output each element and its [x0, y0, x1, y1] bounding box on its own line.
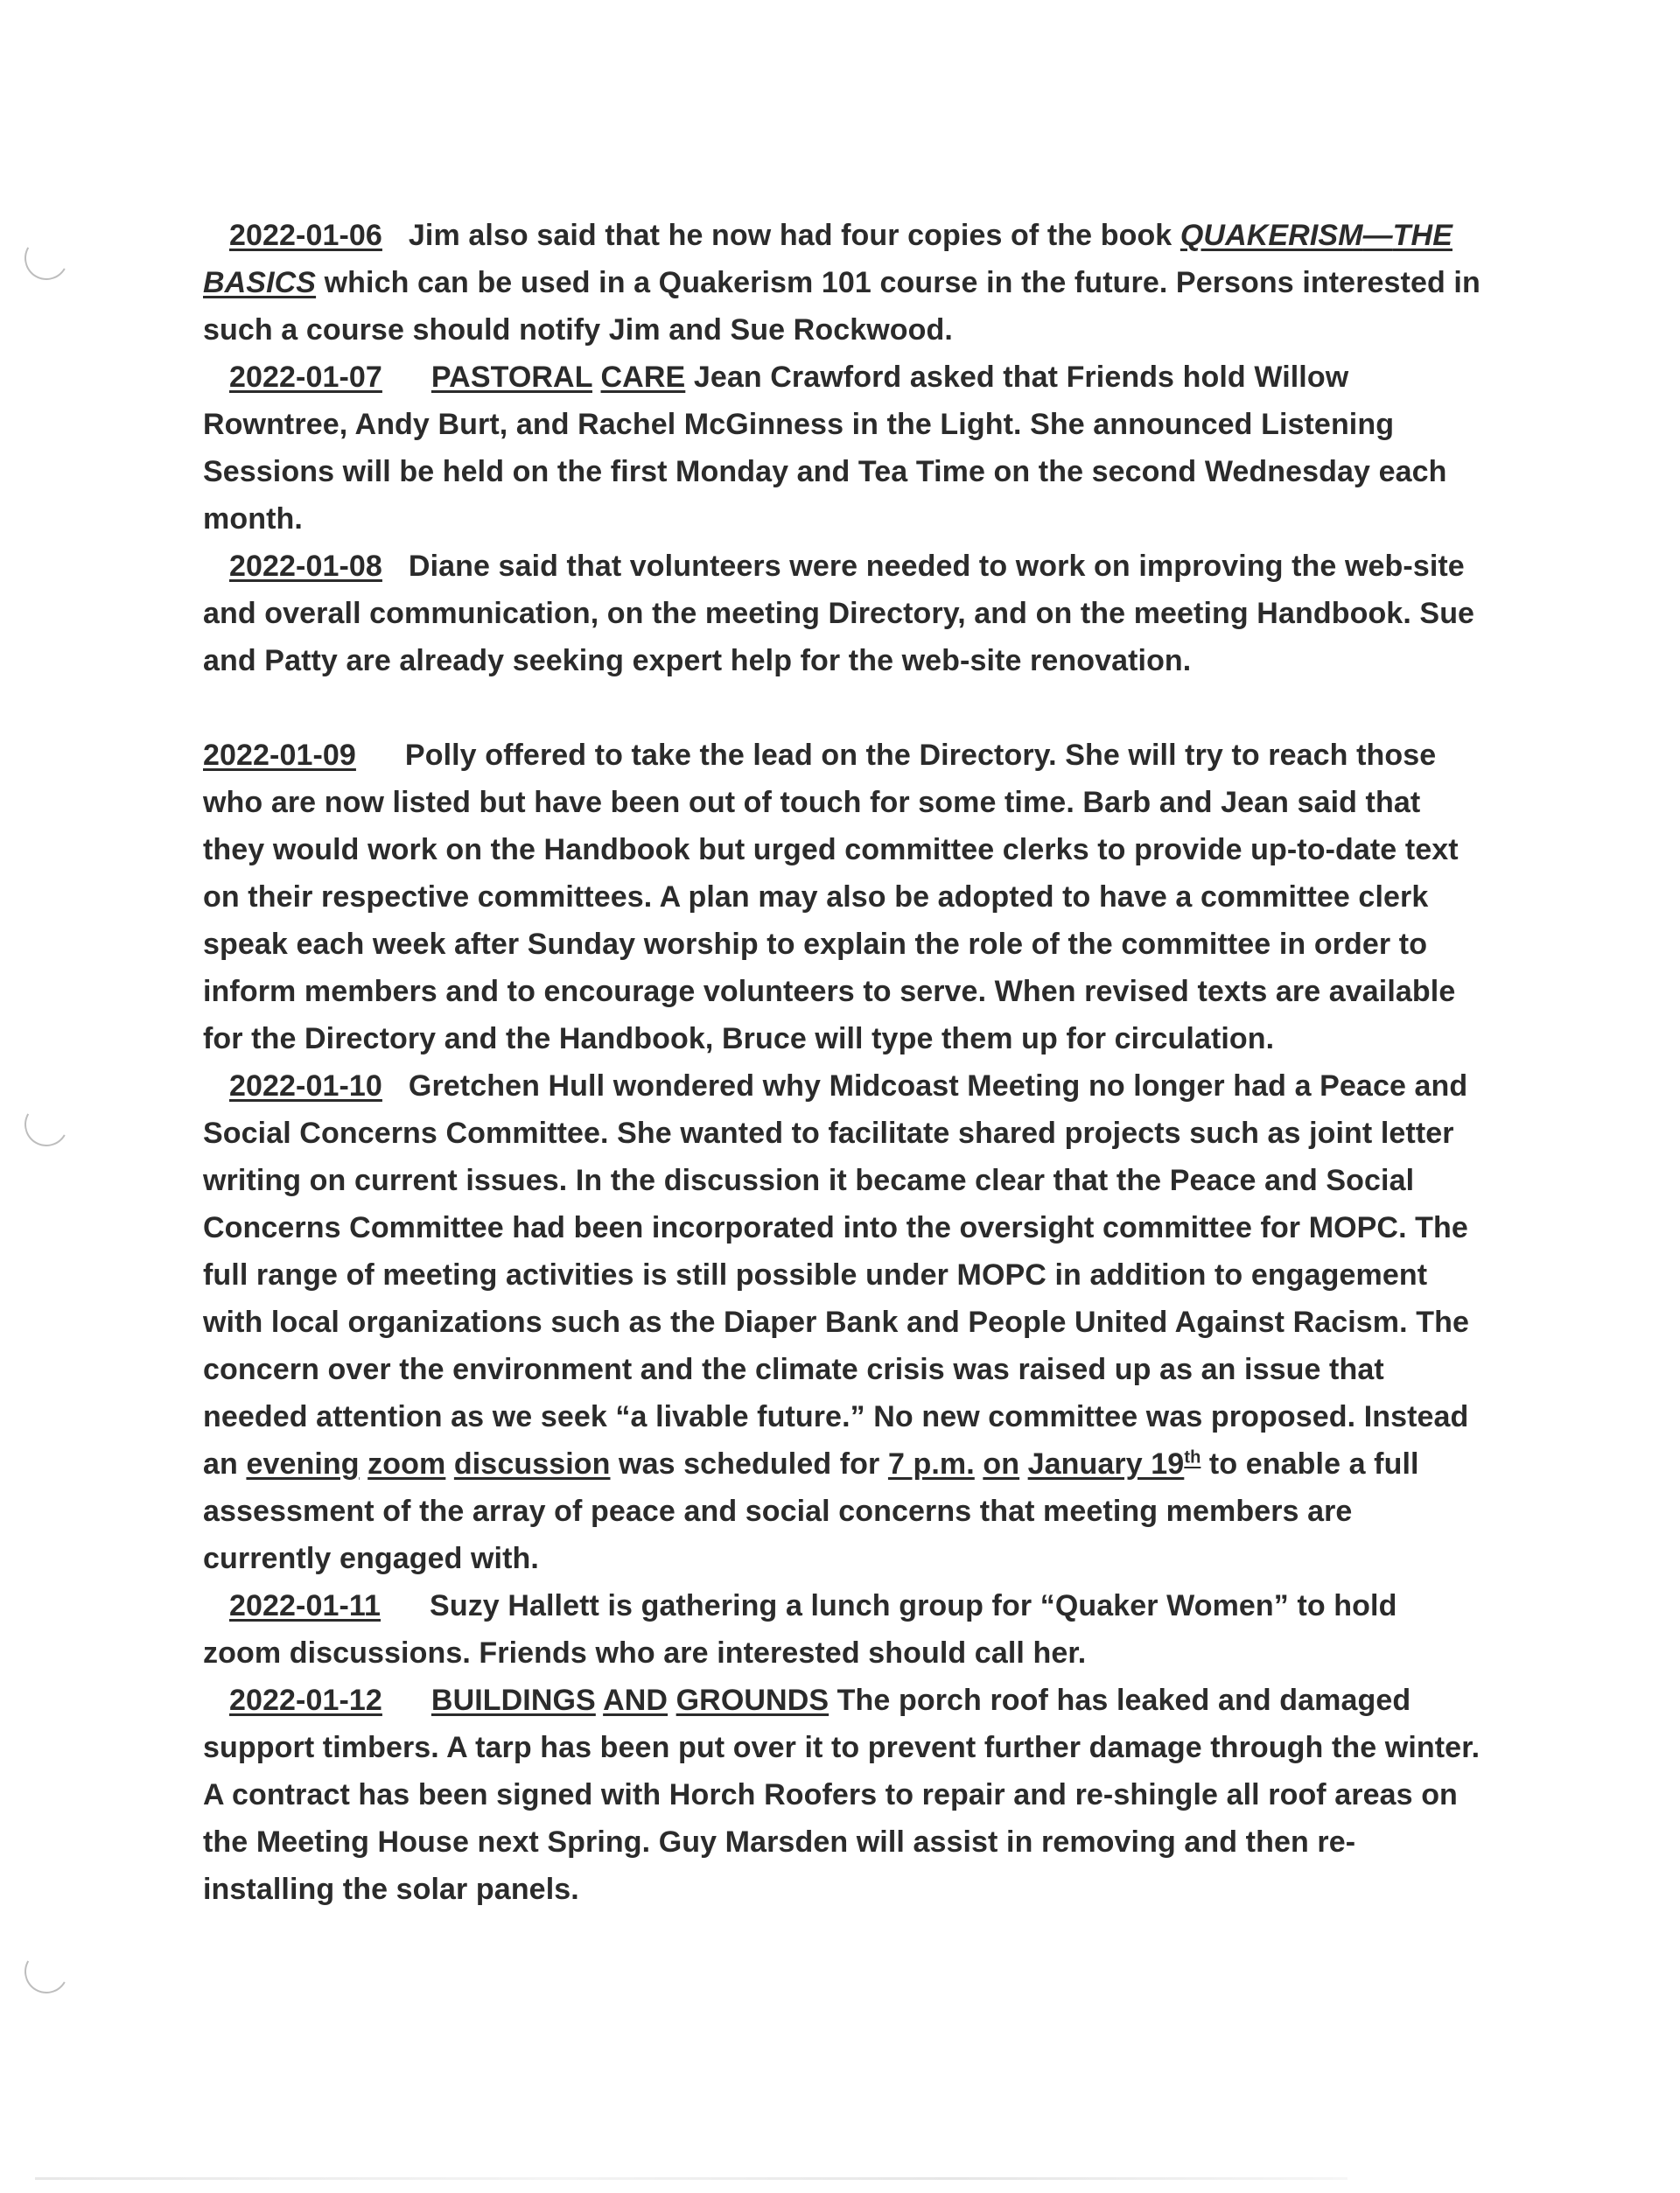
date-ordinal-suffix: th: [1184, 1447, 1201, 1468]
minute-2022-01-08: [203, 543, 1480, 684]
minute-text: Suzy Hallett is gathering a lunch group for “Quaker Women” to hold zoom discussions. Friends who are interested should call her.: [203, 1589, 1397, 1670]
minute-2022-01-10: [203, 1062, 1480, 1582]
section-heading-pastoral: PASTORAL: [430, 361, 592, 394]
minute-text: Gretchen Hull wondered why Midcoast Meeting no longer had a Peace and Social Concerns Committee. She wanted to facilitate shared projects such as joint letter writing on current issues. In the discussion it became clear that the Peace and Social Concerns Committee had been incorporated into the oversight committee for MOPC. The full range of meeting activities is still possible under MOPC in addition to engagement with local organizations such as the Diaper Bank and People United Against Racism. The concern over the environment and the climate crisis was raised up as an issue that needed attention as we seek “a livable future.” No new committee was proposed. Instead an: [203, 1069, 1469, 1481]
section-heading-and: AND: [603, 1684, 668, 1717]
minute-2022-01-11: [203, 1582, 1480, 1677]
minute-number: 2022-01-07: [229, 361, 382, 394]
book-title-dash: —: [1362, 219, 1393, 252]
binder-hole-mark-middle: [19, 1097, 73, 1151]
minute-number: 2022-01-08: [229, 550, 382, 583]
underlined-on: on: [983, 1447, 1020, 1481]
binder-hole-mark-top: [19, 231, 73, 284]
minute-number: 2022-01-10: [229, 1069, 382, 1103]
underlined-discussion: discussion: [453, 1447, 611, 1481]
section-heading-buildings: BUILDINGS: [430, 1684, 596, 1717]
book-title-part-b: THE BASICS: [203, 219, 1452, 299]
underlined-time: 7 p.m.: [887, 1447, 975, 1481]
minute-text-continued: which can be used in a Quakerism 101 course in the future. Persons interested in such a course should notify Jim and Sue Rockwood.: [203, 266, 1480, 347]
scan-edge-line: [35, 2177, 1348, 2180]
minute-text: Polly offered to take the lead on the Directory. She will try to reach those who are now listed but have been out of touch for some time. Barb and Jean said that they would work on the Handbook but urged committee clerks to provide up-to-date text on their respective committees. A plan may also be adopted to have a committee clerk speak each week after Sunday worship to explain the role of the committee in order to inform members and to encourage volunteers to serve. When revised texts are available for the Directory and the Handbook, Bruce will type them up for circulation.: [203, 739, 1459, 1055]
underlined-date: January 19: [1027, 1447, 1185, 1481]
minute-text: The porch roof has leaked and damaged support timbers. A tarp has been put over it to prevent further damage through the winter. A contract has been signed with Horch Roofers to repair and re-shingle all roof areas on the Meeting House next Spring. Guy Marsden will assist in removing and then re-installing the solar panels.: [203, 1684, 1480, 1906]
minute-text-mid: was scheduled for: [610, 1447, 888, 1481]
minute-number: 2022-01-12: [229, 1684, 382, 1717]
minute-text: Jim also said that he now had four copies of the book: [408, 219, 1180, 252]
minute-text: Jean Crawford asked that Friends hold Willow Rowntree, Andy Burt, and Rachel McGinness in the Light. She announced Listening Sessions will be held on the first Monday and Tea Time on the second Wednesday each month.: [203, 361, 1447, 536]
book-title-part-a: QUAKERISM: [1180, 219, 1363, 252]
minute-2022-01-07: [203, 354, 1480, 543]
minute-2022-01-09: [203, 732, 1480, 1062]
minute-number: 2022-01-06: [229, 219, 382, 252]
minute-2022-01-12: [203, 1677, 1480, 1913]
section-heading-care: CARE: [600, 361, 686, 394]
section-heading-grounds: GROUNDS: [676, 1684, 830, 1717]
underlined-evening: evening: [246, 1447, 360, 1481]
minute-2022-01-06: [203, 212, 1480, 354]
underlined-zoom: zoom: [368, 1447, 446, 1481]
minute-text-continued: to enable a full assessment of the array of peace and social concerns that meeting members are currently engaged with.: [203, 1447, 1419, 1575]
minute-number: 2022-01-11: [229, 1589, 382, 1622]
minutes-body: [203, 212, 1480, 1913]
minute-text: Diane said that volunteers were needed to work on improving the web-site and overall communication, on the meeting Directory, and on the meeting Handbook. Sue and Patty are already seeking expert help for the web-site renovation.: [203, 550, 1475, 677]
binder-hole-mark-bottom: [19, 1944, 73, 1998]
minute-number: 2022-01-09: [203, 739, 356, 772]
